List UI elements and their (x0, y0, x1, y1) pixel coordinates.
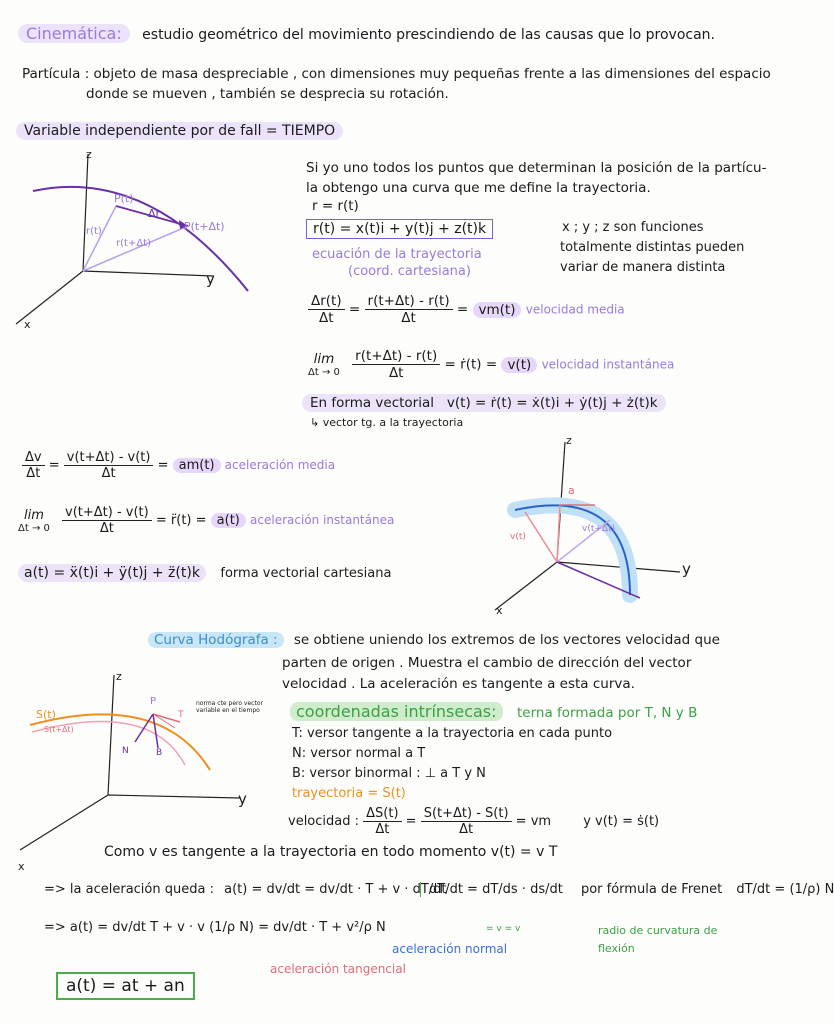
trajectory-caption2: (coord. cartesiana) (348, 264, 471, 279)
acceleration-avg-label: aceleración media (224, 458, 336, 472)
ds-note: = v = v (486, 924, 521, 934)
point-p-tdt: P(t+Δt) (184, 220, 225, 233)
acceleration-equation: => la aceleración queda : a(t) = dv/dt = dv/dt · T + v · dT/dt (44, 882, 447, 897)
trajectory-caption1: ecuación de la trayectoria (312, 247, 482, 262)
b-definition: B: versor binormal : ⊥ a T y N (292, 766, 486, 781)
velocity-instant-label: velocidad instantánea (541, 357, 675, 372)
tangent-statement: Como v es tangente a la trayectoria en todo momento v(t) = v T (104, 844, 558, 860)
intrinsic-velocity: velocidad : $\frac{\Delta S(t)}{\Delta t}$ = $\frac{S(t+\Delta t) - S(t)}{\Delta t}$ = vm y v(t) = ṡ(t) (288, 806, 660, 837)
acceleration-instant-result: a(t) (211, 513, 246, 528)
hodo-axis-y: y (682, 560, 691, 578)
intrinsic-title: coordenadas intrínsecas: (290, 702, 503, 721)
radius-label1: radio de curvatura de (598, 924, 718, 937)
hodograph-title: Curva Hodógrafa : (148, 632, 284, 648)
point-p: P (150, 696, 157, 707)
tangent-note: ↳ vector tg. a la trayectoria (310, 416, 464, 429)
radius-label2: flexión (598, 942, 635, 955)
vector-r-tdt: r(t+Δt) (116, 238, 151, 249)
vector-delta-r: Δr (148, 207, 161, 220)
particle-line1: objeto de masa despreciable , con dimensiones muy pequeñas frente a las dimensiones del espacio (93, 66, 771, 82)
cinematica-text: estudio geométrico del movimiento prescindiendo de las causas que lo provocan. (142, 27, 715, 43)
r-equation: r(t) = x(t)i + y(t)j + z(t)k (306, 219, 493, 239)
acceleration-instant: lim Δt → 0 $\frac{v(t+\Delta t) - v(t)}{\Delta t}$ = r̈(t) = a(t) aceleración instantánea (18, 505, 395, 536)
particle-line2: donde se mueven , también se desprecia su rotación. (86, 86, 449, 102)
hodograph-line2: parten de origen . Muestra el cambio de dirección del vector (282, 655, 692, 671)
axis-x-label: x (24, 318, 31, 331)
versor-n: N (122, 746, 129, 756)
t-definition: T: versor tangente a la trayectoria en cada punto (292, 726, 613, 741)
acceleration-cartesian: a(t) = ẍ(t)i + ÿ(t)j + z̈(t)k forma vectorial cartesiana (18, 565, 391, 581)
velocity-avg-result: vm(t) (473, 302, 522, 318)
hodo-v-tdt: v(t+Δt) (582, 524, 616, 534)
cinematica-title: Cinemática: (18, 24, 130, 43)
tangential-acc-label: aceleración tangencial (270, 962, 406, 976)
hodograph-definition: Curva Hodógrafa : se obtiene uniendo los extremos de los vectores velocidad que (148, 632, 720, 648)
vector-r-t: r(t) (86, 226, 102, 237)
hodo-axis-x: x (496, 604, 503, 617)
variable-heading: Variable independiente por de fall = TIEMPO (16, 123, 343, 139)
hodo-acc-vector: a (568, 484, 575, 497)
normal-acc-label: aceleración normal (392, 942, 508, 956)
trajectory-line1: Si yo uno todos los puntos que determinan la posición de la partícu- (306, 160, 767, 176)
xyz-note3: variar de manera distinta (560, 260, 726, 275)
acceleration-avg-result: am(t) (173, 458, 221, 473)
xyz-note1: x ; y ; z son funciones (562, 220, 704, 235)
intrinsic-heading (290, 702, 697, 721)
versor-note: norma cte pero vector variable en el tiempo (196, 700, 263, 714)
intrinsic-axis-z: z (116, 670, 122, 683)
velocity-avg: $\frac{\Delta r(t)}{\Delta t}$ = $\frac{r(t+\Delta t) - r(t)}{\Delta t}$ = vm(t) velocidad media (308, 293, 625, 326)
hodo-v-t: v(t) (510, 532, 526, 542)
axis-y-label: y (206, 270, 215, 288)
velocity-vector-form: En forma vectorial v(t) = ṙ(t) = ẋ(t)i + ẏ(t)j + ż(t)k (302, 394, 666, 412)
dT-chain: dT/dt = dT/ds · ds/dt por fórmula de Frenet dT/dt = (1/ρ) N (420, 882, 834, 897)
velocity-instant-result: v(t) (501, 357, 537, 373)
hodograph-line3: velocidad . La aceleración es tangente a esta curva. (282, 676, 635, 692)
intrinsic-terna: terna formada por T, N y B (516, 705, 698, 721)
n-definition: N: versor normal a T (292, 746, 426, 761)
intrinsic-axis-y: y (238, 790, 247, 808)
intrinsic-axis-x: x (18, 860, 25, 873)
hodo-axis-z: z (566, 434, 572, 447)
cinematica-definition (18, 24, 715, 43)
acceleration-instant-label: aceleración instantánea (250, 513, 395, 527)
xyz-note2: totalmente distintas pueden (560, 240, 745, 255)
particle-definition (22, 66, 771, 82)
point-p-t: P(t) (114, 192, 134, 205)
final-acceleration: a(t) = at + an (56, 972, 195, 1000)
velocity-instant: lim Δt → 0 $\frac{r(t+\Delta t) - r(t)}{\Delta t}$ = ṙ(t) = v(t) velocidad instantánea (308, 348, 675, 381)
trajectory-line2: la obtengo una curva que me define la trayectoria. (306, 180, 651, 196)
velocity-avg-label: velocidad media (525, 302, 625, 317)
versor-b: B (156, 748, 163, 758)
curve-s-tdt: S(t+Δt) (44, 725, 74, 734)
intrinsic-diagram (10, 670, 280, 860)
trajectory-s: trayectoria = S(t) (292, 786, 406, 801)
acceleration-avg: $\frac{\Delta v}{\Delta t}$ = $\frac{v(t+\Delta t) - v(t)}{\Delta t}$ = am(t) aceleración media (22, 450, 335, 481)
curve-s-t: S(t) (36, 708, 56, 721)
versor-t: T (178, 710, 184, 720)
axis-z-label: z (86, 148, 92, 161)
particle-label: Partícula : (22, 66, 90, 82)
r-definition: r = r(t) (312, 198, 359, 214)
acceleration-decomposed: => a(t) = dv/dt T + v · v (1/ρ N) = dv/dt · T + v²/ρ N (44, 920, 386, 935)
